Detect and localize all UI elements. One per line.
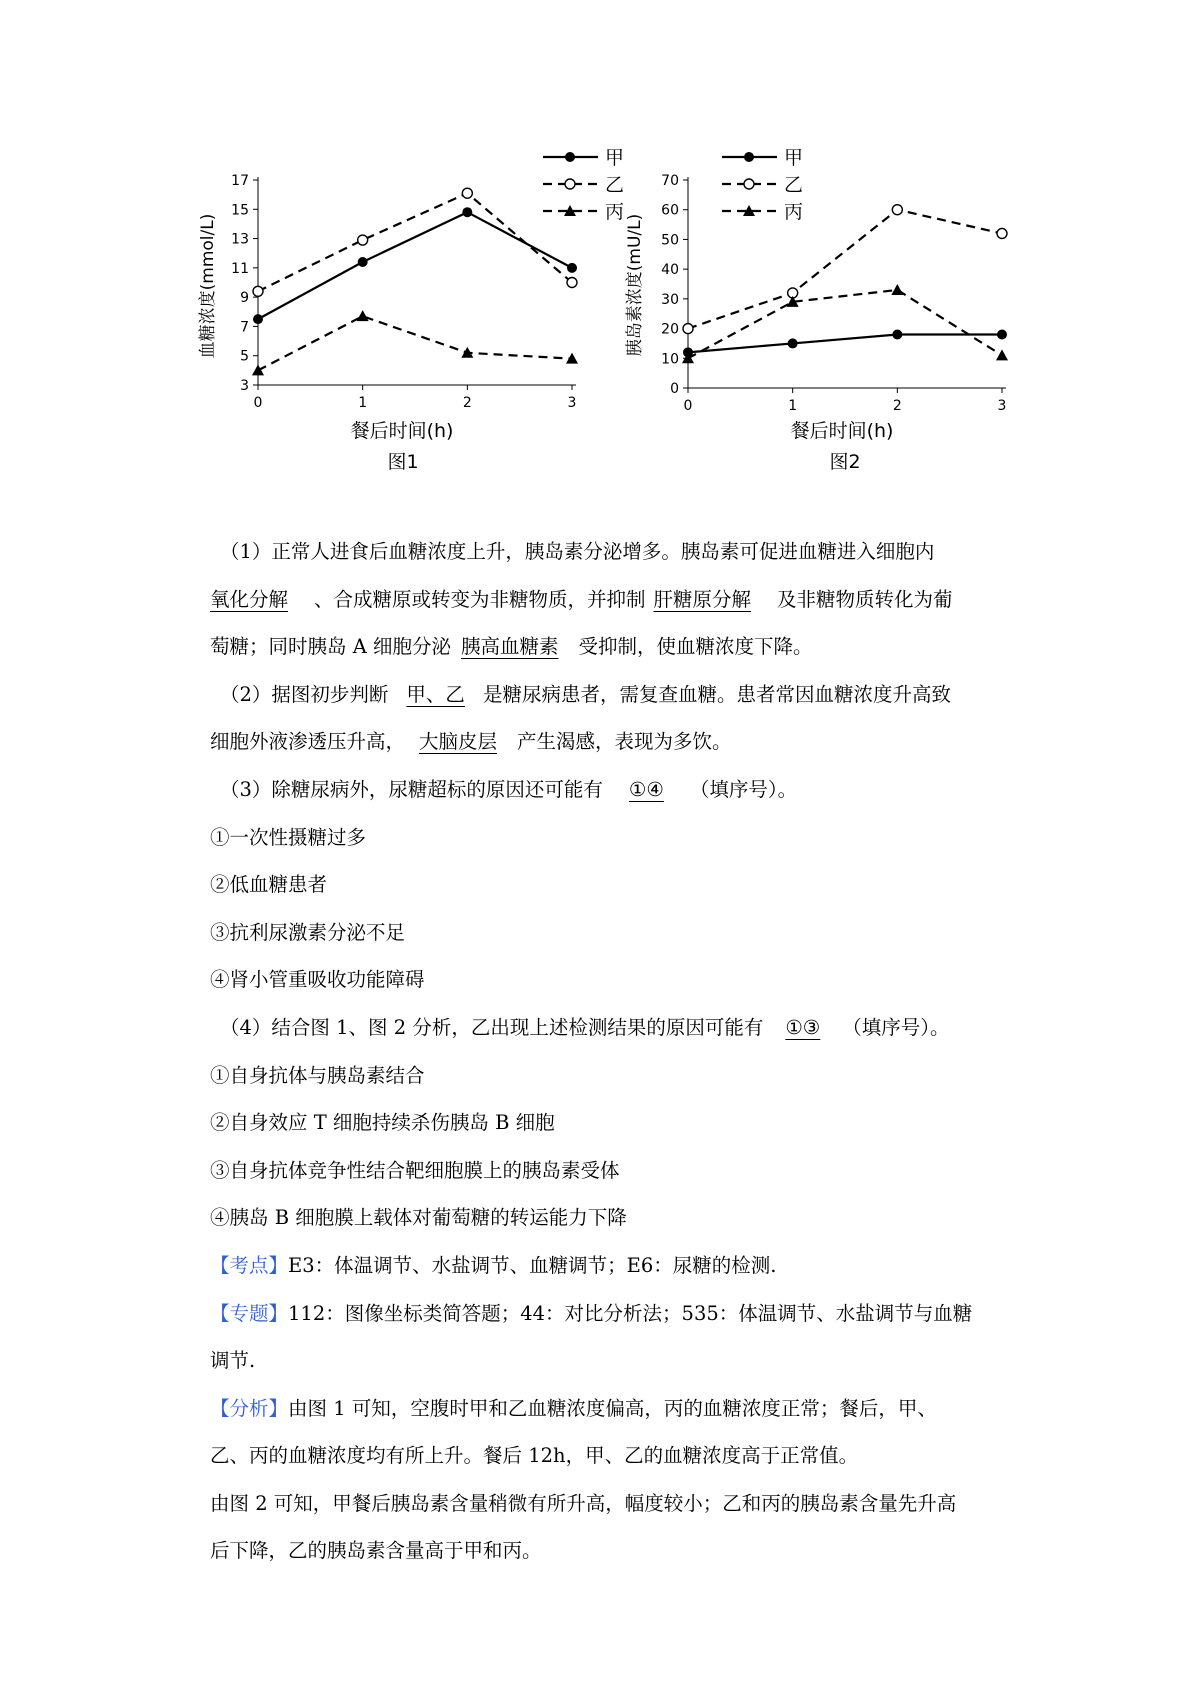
series-line-2: [258, 193, 572, 291]
y-tick-label: 60: [661, 202, 679, 219]
q1-text-3: 及非糖物质转化为葡: [777, 587, 953, 611]
data-point: [253, 314, 263, 324]
figure-caption: 图2: [829, 451, 861, 473]
y-tick-label: 20: [661, 321, 679, 338]
x-tick-label: 1: [788, 398, 798, 414]
x-tick-label: 2: [892, 398, 902, 414]
x-tick-label: 2: [462, 395, 472, 411]
legend-label: 丙: [784, 201, 804, 223]
y-tick-label: 7: [240, 319, 249, 336]
q1-line-1: [210, 528, 1040, 576]
q1-text-5: 受抑制，使血糖浓度下降。: [578, 635, 813, 659]
series-line-2: [688, 210, 1002, 329]
q3-answer-1: ①④: [628, 777, 664, 801]
y-tick-label: 70: [661, 173, 679, 189]
q3-option-4: ④肾小管重吸收功能障碍: [210, 968, 425, 992]
zhuanti-line-2: 调节.: [210, 1349, 256, 1373]
legend-label: 丙: [605, 201, 625, 223]
series-line-1: [688, 335, 1002, 353]
q1-answer-2: 肝糖原分解: [653, 587, 752, 611]
data-point: [567, 278, 577, 288]
charts-area: [0, 0, 1200, 530]
legend-marker: [744, 152, 754, 162]
x-tick-label: 1: [358, 395, 368, 411]
q3-option-3: ③抗利尿激素分泌不足: [210, 920, 406, 944]
q4-option-3: ③自身抗体竞争性结合靶细胞膜上的胰岛素受体: [210, 1158, 620, 1182]
q2-line-1: [210, 671, 1040, 719]
q3-line-1: [210, 766, 1040, 814]
y-tick-label: 9: [240, 290, 249, 307]
x-tick-label: 3: [997, 398, 1007, 414]
x-tick-label: 0: [253, 395, 263, 411]
q1-line-3: [210, 623, 1040, 671]
data-point: [892, 330, 902, 340]
legend-label: 甲: [605, 147, 625, 169]
q4-line-1: [210, 1004, 1040, 1052]
figure-caption: 图1: [387, 451, 419, 473]
y-tick-label: 40: [661, 262, 679, 279]
y-tick-label: 0: [670, 381, 679, 397]
q2-text-4: 产生渴感，表现为多饮。: [517, 730, 732, 754]
data-point: [566, 353, 578, 364]
fenxi-line-4: 后下降，乙的胰岛素含量高于甲和丙。: [210, 1539, 542, 1563]
x-tick-label: 3: [567, 395, 577, 411]
q3-option-2: ②低血糖患者: [210, 873, 328, 897]
fenxi-text-1: 由图 1 可知，空腹时甲和乙血糖浓度偏高，丙的血糖浓度正常；餐后，甲、: [288, 1396, 937, 1420]
data-point: [252, 364, 264, 375]
data-point: [253, 286, 263, 296]
fenxi-tag: 【分析】: [210, 1396, 289, 1420]
q1-text-1: （1）正常人进食后血糖浓度上升，胰岛素分泌增多。胰岛素可促进血糖进入细胞内: [220, 540, 935, 563]
series-line-1: [258, 212, 572, 319]
y-axis-label: 胰岛素浓度(mU/L): [625, 213, 645, 357]
q3-text-1: （3）除糖尿病外，尿糖超标的原因还可能有: [220, 777, 603, 801]
q4-option-4: ④胰岛 B 细胞膜上载体对葡萄糖的转运能力下降: [210, 1206, 627, 1230]
chart-figure-2: [625, 147, 1008, 473]
q2-line-2: [210, 718, 1040, 766]
q1-line-2: [210, 576, 1040, 624]
legend-label: 乙: [605, 174, 625, 196]
data-point: [462, 188, 472, 198]
y-tick-label: 30: [661, 291, 679, 308]
q2-text-1: （2）据图初步判断: [220, 682, 389, 706]
q3-text-2: （填序号）。: [689, 777, 798, 801]
x-axis-label: 餐后时间(h): [790, 420, 894, 442]
answer-text: [210, 528, 1040, 1575]
fenxi-line-2: 乙、丙的血糖浓度均有所上升。餐后 12h，甲、乙的血糖浓度高于正常值。: [210, 1444, 859, 1468]
data-point: [788, 338, 798, 348]
kaodian-text: E3：体温调节、水盐调节、血糖调节；E6：尿糖的检测.: [288, 1253, 777, 1277]
data-point: [996, 349, 1008, 360]
y-tick-label: 3: [240, 378, 249, 394]
data-point: [462, 207, 472, 217]
q2-answer-2: 大脑皮层: [419, 730, 498, 754]
q1-answer-3: 胰高血糖素: [460, 635, 559, 659]
y-axis-label: 血糖浓度(mmol/L): [198, 213, 218, 359]
q1-answer-1: 氧化分解: [210, 587, 289, 611]
data-point: [997, 228, 1007, 238]
q3-option-1: ①一次性摄糖过多: [210, 825, 367, 849]
q4-text-1: （4）结合图 1、图 2 分析，乙出现上述检测结果的原因可能有: [220, 1015, 764, 1039]
y-tick-label: 13: [231, 231, 249, 248]
chart-figure-1: [198, 147, 624, 473]
data-point: [997, 330, 1007, 340]
data-point: [891, 284, 903, 295]
y-tick-label: 5: [240, 348, 249, 365]
fenxi-line-3: 由图 2 可知，甲餐后胰岛素含量稍微有所升高，幅度较小；乙和丙的胰岛素含量先升高: [210, 1491, 957, 1515]
zhuanti-text-1: 112：图像坐标类简答题；44：对比分析法；535：体温调节、水盐调节与血糖: [288, 1301, 973, 1325]
y-tick-label: 11: [231, 260, 249, 277]
data-point: [567, 263, 577, 273]
y-tick-label: 50: [661, 232, 679, 249]
q4-answer-1: ①③: [785, 1015, 821, 1039]
y-tick-label: 10: [661, 351, 679, 368]
series-line-3: [258, 316, 572, 370]
kaodian-line: [210, 1242, 1040, 1290]
data-point: [358, 257, 368, 267]
q4-option-2: ②自身效应 T 细胞持续杀伤胰岛 B 细胞: [210, 1111, 555, 1135]
data-point: [892, 205, 902, 215]
data-point: [683, 324, 693, 334]
x-tick-label: 0: [683, 398, 693, 414]
legend-marker: [565, 179, 575, 189]
data-point: [357, 310, 369, 321]
q1-text-2: 、合成糖原或转变为非糖物质，并抑制: [314, 587, 646, 611]
legend-label: 乙: [784, 174, 804, 196]
fenxi-line-1: [210, 1385, 1040, 1433]
zhuanti-tag: 【专题】: [210, 1301, 289, 1325]
y-tick-label: 15: [231, 202, 249, 219]
kaodian-tag: 【考点】: [210, 1253, 289, 1277]
legend-marker: [744, 179, 754, 189]
x-axis-label: 餐后时间(h): [350, 420, 454, 442]
q2-text-2: 是糖尿病患者，需复查血糖。患者常因血糖浓度升高致: [482, 682, 951, 706]
legend-marker: [565, 152, 575, 162]
y-tick-label: 17: [231, 173, 249, 189]
q2-answer-1: 甲、乙: [406, 682, 465, 706]
q2-text-3: 细胞外液渗透压升高，: [210, 730, 406, 754]
legend-label: 甲: [784, 147, 804, 169]
zhuanti-line-1: [210, 1290, 1040, 1338]
q4-text-2: （填序号）。: [842, 1015, 950, 1039]
q1-text-4: 萄糖；同时胰岛 A 细胞分泌: [210, 635, 451, 659]
data-point: [358, 235, 368, 245]
q4-option-1: ①自身抗体与胰岛素结合: [210, 1063, 425, 1087]
